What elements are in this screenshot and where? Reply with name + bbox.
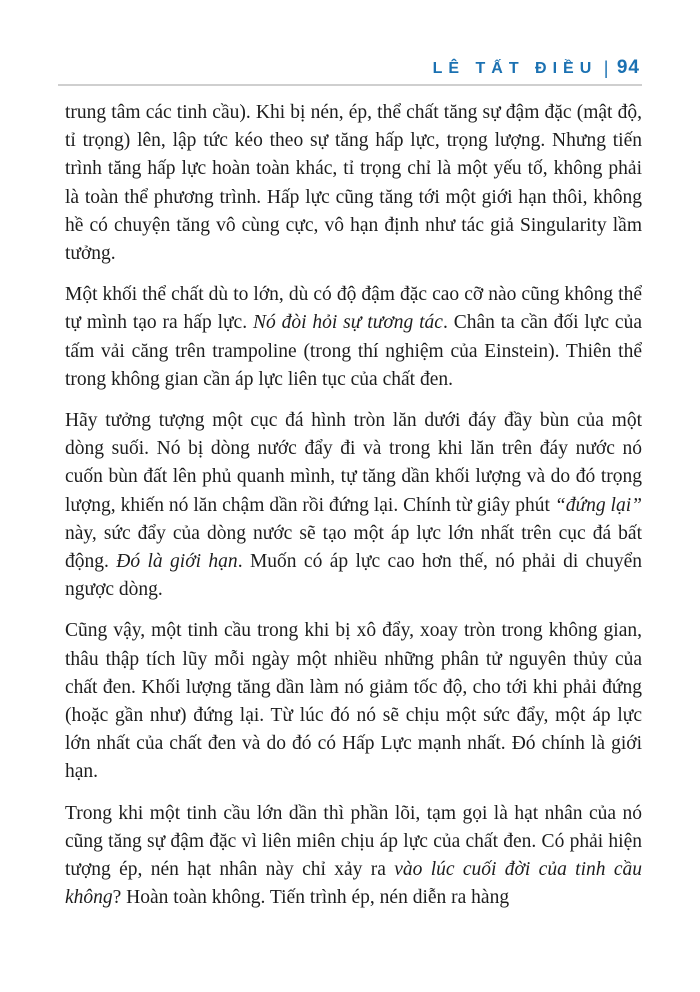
header-page-number: 94 [616, 57, 640, 78]
header-separator: | [603, 58, 609, 78]
text-run: trung tâm các tinh cầu). Khi bị nén, ép, thể chất tăng sự đậm đặc (mật độ, tỉ trọng) lên, lập tức kéo theo sự tăng hấp lực, trọng lượng. Nhưng tiến trình tăng hấp lực hoàn toàn khác, tỉ trọng chỉ là một yếu tố, không phải là toàn thể phương trình. Hấp lực cũng tăng tới một giới hạn thôi, không hề có chuyện tăng vô cùng cực, vô hạn định như tác giả Singularity lầm tưởng. [65, 102, 642, 265]
text-run-italic: Nó đòi hỏi sự tương tác [252, 312, 443, 334]
paragraph [65, 99, 642, 268]
paragraph [65, 617, 642, 786]
text-run: Hãy tưởng tượng một cục đá hình tròn lăn dưới đáy đầy bùn của một dòng suối. Nó bị dòng nước đẩy đi và trong khi lăn trên đáy nước nó cuốn bùn đất lên phủ quanh mình, tự tăng dần khối lượng và do đó trọng lượng, khiến nó lăn chậm dần rồi đứng lại. Chính từ giây phút [65, 410, 642, 516]
text-run-italic: “đứng lại” [554, 494, 642, 516]
paragraph [65, 281, 642, 394]
header-author: LÊ TẤT ĐIỀU [432, 60, 598, 77]
text-run: . Chân ta cần đối lực của tấm vải căng trên trampoline (trong thí nghiệm của Einstein). Thiên thể trong không gian cần áp lực liên tục của chất đen. [65, 312, 642, 390]
text-run: này, sức đẩy của dòng nước sẽ tạo một áp lực lớn nhất trên cục đá bất động. [65, 522, 642, 573]
text-run: Trong khi một tinh cầu lớn dần thì phần lõi, tạm gọi là hạt nhân của nó cũng tăng sự đậm đặc vì liên miên chịu áp lực của chất đen. Có phải hiện tượng ép, nén hạt nhân này chỉ xảy ra [65, 802, 642, 881]
text-run: Cũng vậy, một tinh cầu trong khi bị xô đẩy, xoay tròn trong không gian, thâu thập tích lũy mỗi ngày một nhiều những phân tử nguyên thủy của chất đen. Khối lượng tăng dần làm nó giảm tốc độ, cho tới khi phải đứng (hoặc gần như) đứng lại. Từ lúc đó nó sẽ chịu một sức đẩy, một áp lực lớn nhất của chất đen và do đó có Hấp Lực mạnh nhất. Đó chính là giới hạn. [65, 620, 642, 783]
paragraph [65, 407, 642, 604]
header-rule [58, 84, 642, 86]
text-run-italic: Đó là giới hạn [116, 551, 238, 573]
page-body [65, 99, 642, 925]
text-run: Một khối thể chất dù to lớn, dù có độ đậm đặc cao cỡ nào cũng không thể tự mình tạo ra hấp lực. [65, 284, 642, 334]
text-run-italic: vào lúc cuối đời của tinh cầu không [65, 859, 642, 909]
paragraph [65, 800, 642, 913]
text-run: . Muốn có áp lực cao hơn thế, nó phải di chuyển ngược dòng. [65, 551, 642, 601]
page-header [65, 57, 640, 79]
text-run: ? Hoàn toàn không. Tiến trình ép, nén diễn ra hàng [112, 887, 510, 909]
